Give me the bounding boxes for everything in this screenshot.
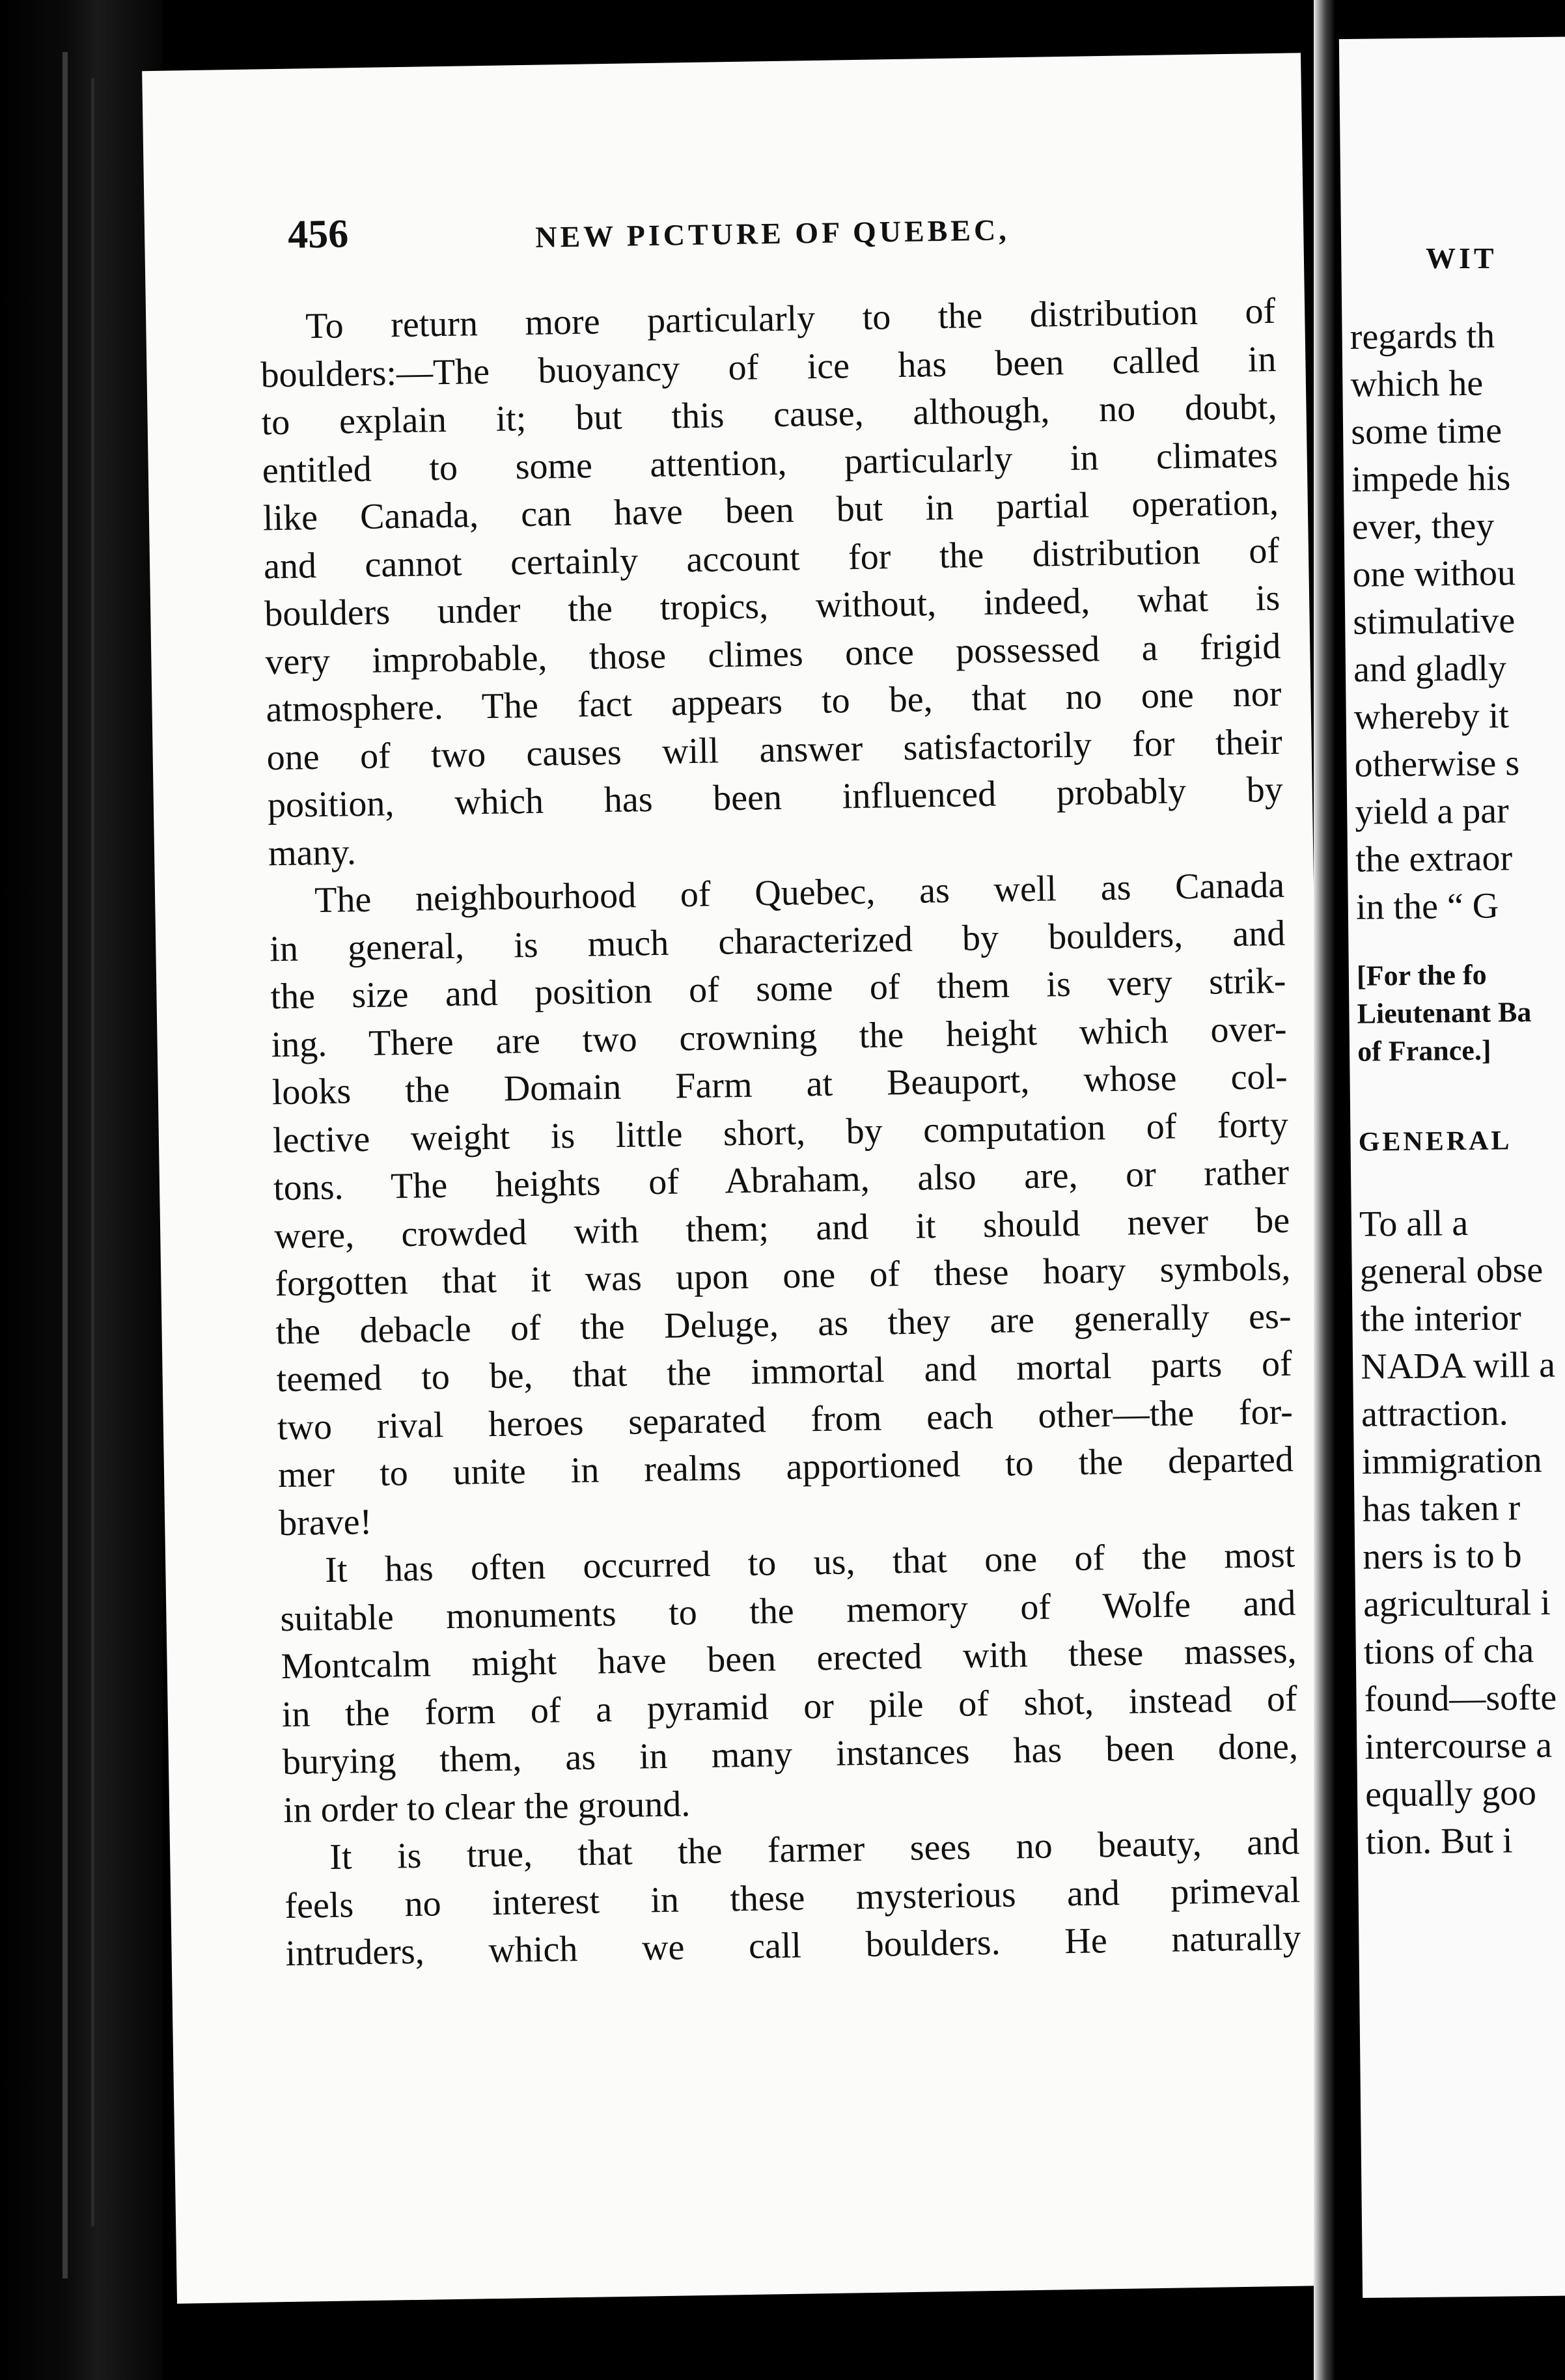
text-line: and gladly: [1353, 648, 1507, 690]
text-line: To return more particularly to the distribution of: [305, 290, 1276, 347]
text-line: which he: [1350, 363, 1484, 405]
text-line: whereby it: [1353, 695, 1510, 738]
text-line: in general, is much characterized by boulders, and: [269, 913, 1286, 969]
left-page-body-text: [260, 288, 1301, 1978]
text-line: general obse: [1359, 1249, 1544, 1292]
text-line: brave!: [278, 1501, 372, 1543]
text-line: the debacle of the Deluge, as they are generally es-: [275, 1295, 1292, 1352]
text-line: regards th: [1350, 315, 1495, 357]
text-line: feels no interest in these mysterious and primeval: [284, 1870, 1301, 1926]
footnote-line: of France.]: [1357, 1034, 1491, 1068]
text-line: the size and position of some of them is very strik-: [270, 960, 1286, 1017]
text-line: equally goo: [1364, 1772, 1537, 1815]
text-line: attraction.: [1361, 1392, 1508, 1435]
text-line: mer to unite in realms apportioned to the departed: [277, 1439, 1294, 1496]
running-head-title: NEW PICTURE OF QUEBEC,: [534, 213, 1010, 254]
text-line: two rival heroes separated from each other—the for-: [277, 1391, 1294, 1448]
text-line: like Canada, can have been but in partial operation,: [262, 482, 1279, 539]
text-line: in the “ G: [1355, 885, 1499, 928]
text-line: ever, they: [1351, 505, 1495, 547]
text-line: It has often occurred to us, that one of the most: [324, 1534, 1295, 1591]
footnote: [1357, 955, 1565, 1071]
text-line: impede his: [1351, 458, 1511, 500]
book-binding-edge: [0, 0, 163, 2380]
text-line: some time: [1350, 410, 1503, 452]
text-line: entitled to some attention, particularly in climates: [262, 434, 1279, 491]
text-line: and cannot certainly account for the distribution of: [263, 530, 1280, 587]
left-page: [142, 53, 1336, 2304]
text-line: boulders:—The buoyancy of ice has been called in: [260, 339, 1277, 395]
text-line: intruders, which we call boulders. He naturally: [285, 1917, 1301, 1974]
text-line: one withou: [1352, 553, 1516, 595]
text-line: looks the Domain Farm at Beauport, whose col-: [271, 1056, 1288, 1113]
text-line: To all a: [1359, 1203, 1469, 1245]
text-line: forgotten that it was upon one of these hoary symbols,: [274, 1247, 1291, 1305]
text-line: to explain it; but this cause, although, no doubt,: [261, 386, 1277, 443]
text-line: atmosphere. The fact appears to be, that no one nor: [266, 673, 1282, 730]
binding-spine-line: [62, 52, 68, 2278]
text-line: agricultural i: [1363, 1582, 1551, 1625]
text-line: boulders under the tropics, without, indeed, what is: [264, 577, 1281, 635]
text-line: burying them, as in many instances has been done,: [282, 1726, 1299, 1783]
text-line: in order to clear the ground.: [283, 1783, 691, 1831]
text-line: lective weight is little short, by computation of forty: [272, 1104, 1289, 1161]
text-line: Montcalm might have been erected with these masses,: [281, 1630, 1297, 1687]
text-line: tons. The heights of Abraham, also are, or rather: [273, 1152, 1290, 1209]
right-page-body-text: [1349, 207, 1565, 1866]
text-line: one of two causes will answer satisfactorily for their: [266, 721, 1283, 778]
text-line: position, which has been influenced probably by: [267, 769, 1284, 826]
text-line: immigration: [1361, 1439, 1543, 1482]
text-line: yield a par: [1355, 790, 1510, 833]
text-line: in the form of a pyramid or pile of shot, instead of: [281, 1678, 1298, 1735]
text-line: It is true, that the farmer sees no beauty, and: [329, 1821, 1300, 1877]
footnote-line: Lieutenant Ba: [1357, 995, 1532, 1030]
text-line: the extraor: [1355, 838, 1513, 880]
text-line: very improbable, those climes once possessed a frigid: [264, 626, 1281, 682]
text-line: were, crowded with them; and it should never be: [273, 1200, 1290, 1256]
spacer: [1359, 1159, 1565, 1201]
text-line: has taken r: [1362, 1488, 1521, 1530]
text-line: stimulative: [1352, 600, 1516, 643]
spacer: [1356, 929, 1565, 958]
text-line: otherwise s: [1354, 743, 1520, 785]
running-head: [288, 197, 1265, 271]
section-heading: GENERAL: [1358, 1126, 1512, 1157]
text-line: the interior: [1360, 1297, 1522, 1340]
spacer: [1358, 1068, 1565, 1123]
text-line: found—softe: [1364, 1677, 1557, 1720]
text-line: NADA will a: [1360, 1344, 1556, 1387]
binding-spine-line: [91, 78, 94, 2226]
text-line: ners is to b: [1363, 1535, 1522, 1577]
spacer: [1349, 207, 1565, 314]
text-line: tion. But i: [1365, 1820, 1513, 1862]
page-number: 456: [287, 212, 349, 257]
text-line: intercourse a: [1364, 1724, 1553, 1767]
text-line: suitable monuments to the memory of Wolfe and: [280, 1583, 1296, 1639]
text-line: The neighbourhood of Quebec, as well as Canada: [314, 865, 1285, 921]
text-line: ing. There are two crowning the height which over-: [271, 1008, 1287, 1065]
text-line: many.: [268, 831, 357, 874]
text-line: teemed to be, that the immortal and mortal parts of: [276, 1343, 1293, 1400]
footnote-line: [For the fo: [1356, 958, 1487, 992]
right-running-head: WIT: [1426, 242, 1497, 275]
text-line: tions of cha: [1363, 1629, 1534, 1672]
